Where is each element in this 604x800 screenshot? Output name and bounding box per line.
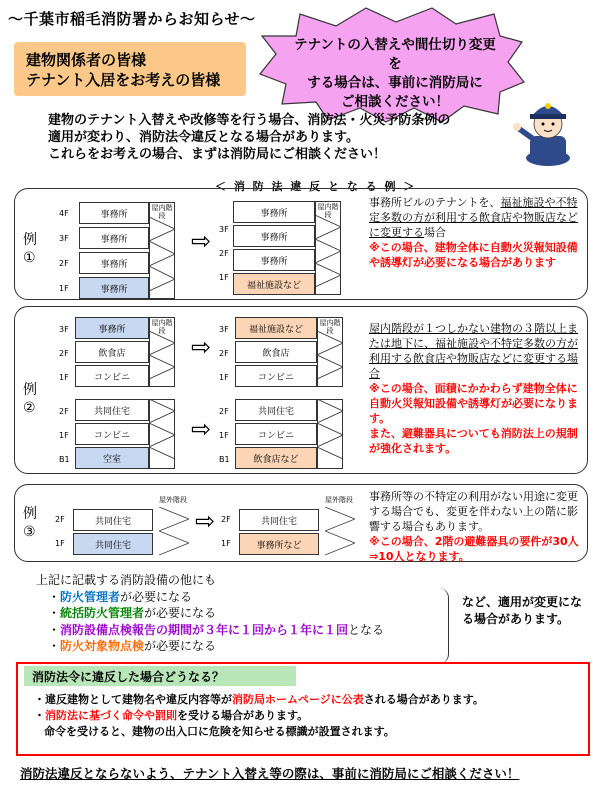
intro-line-1: 建物のテナント入替えや改修等を行う場合、消防法・火災予防条例の bbox=[48, 113, 451, 128]
stair-zigzag bbox=[317, 331, 343, 387]
floor-label: 1F bbox=[221, 539, 231, 548]
example-2-before-bottom bbox=[59, 395, 189, 467]
violation-bullet-3: 命令を受けると、建物の出入口に危険を知らせる標識が設置されます。 bbox=[44, 725, 395, 738]
example-2-label bbox=[23, 381, 37, 417]
change-arrow-icon: ⇨ bbox=[195, 507, 216, 535]
floor-use: 事務所 bbox=[79, 252, 149, 274]
floor-use: 事務所 bbox=[79, 227, 149, 249]
additional-requirements bbox=[36, 572, 384, 655]
stair-label: 屋外階段 bbox=[159, 496, 187, 504]
floor-label: 1F bbox=[59, 431, 69, 440]
speech-line-2: する場合は、事前に消防局に bbox=[307, 75, 483, 91]
audience-line-1: 建物関係者の皆様 bbox=[26, 51, 147, 69]
desc-warning: ※この場合、面積にかかわらず建物全体に自動火災報知設備や誘導灯が必要になります。 bbox=[369, 382, 578, 425]
example-2-label-text: 例 bbox=[23, 382, 37, 398]
example-3-number: ③ bbox=[23, 524, 36, 540]
floor-label: 3F bbox=[59, 325, 69, 334]
violation-heading: 消防法令に違反した場合どうなる？ bbox=[24, 666, 296, 686]
floor-label: 1F bbox=[219, 273, 229, 282]
floor-use: コンビニ bbox=[235, 365, 317, 387]
example-3-after-building bbox=[221, 495, 371, 555]
floor-use: コンビニ bbox=[75, 365, 149, 387]
desc-warning: ※この場合、2階の避難器具の要件が30人⇒10人となります。 bbox=[369, 535, 579, 563]
example-2-after-top bbox=[219, 313, 355, 385]
floor-label: 1F bbox=[55, 539, 65, 548]
list-text: が必要になる bbox=[144, 606, 217, 620]
list-brace bbox=[438, 588, 449, 664]
desc-text: 場合 bbox=[424, 226, 446, 239]
example-1-number: ① bbox=[23, 250, 36, 266]
bullet-highlight: 消防局ホームページに公表 bbox=[232, 693, 364, 706]
floor-use: 空室 bbox=[75, 447, 149, 469]
list-item: ・統括防火管理者が必要になる bbox=[48, 606, 217, 620]
violation-box bbox=[16, 662, 590, 756]
violation-bullet-2 bbox=[34, 708, 484, 724]
stair-zigzag bbox=[149, 331, 175, 387]
list-item: ・防火対象物点検が必要になる bbox=[48, 639, 217, 653]
footer-message: 消防法違反とならないよう、テナント入替え等の際は、事前に消防局にご相談ください！ bbox=[20, 766, 520, 781]
example-3-label-text: 例 bbox=[23, 506, 37, 522]
floor-label: 1F bbox=[219, 373, 229, 382]
stair-zigzag bbox=[315, 215, 341, 295]
floor-use: 福祉施設など bbox=[235, 317, 317, 339]
example-1-label-text: 例 bbox=[23, 232, 37, 248]
speech-line-1: テナントの入替えや間仕切り変更を bbox=[294, 37, 496, 72]
desc-underlined: 福祉施設や不特定多数の方が利用する飲食店や物販店などに変更する bbox=[369, 196, 578, 239]
floor-label: B1 bbox=[219, 455, 230, 464]
floor-label: 2F bbox=[59, 407, 69, 416]
floor-use: コンビニ bbox=[235, 423, 317, 445]
floor-use: 共同住宅 bbox=[75, 399, 149, 421]
floor-use: 事務所 bbox=[233, 201, 315, 223]
stair-zigzag bbox=[149, 399, 175, 469]
list-text: となる bbox=[348, 622, 385, 637]
example-1-panel bbox=[14, 188, 588, 300]
violation-body bbox=[34, 692, 484, 740]
audience-line-2: テナント入居をお考えの皆様 bbox=[26, 71, 221, 89]
example-1-label bbox=[23, 231, 37, 267]
intro-line-2: 適用が変わり、消防法令違反となる場合があります。 bbox=[48, 130, 359, 145]
desc-text: 事務所等の不特定の利用がない用途に変更する場合でも、変更を伴わない上の階に影響する場合もあります。 bbox=[369, 490, 578, 533]
floor-use: 飲食店 bbox=[75, 341, 149, 363]
floor-label: 2F bbox=[219, 249, 229, 258]
list-text: が必要になる bbox=[120, 589, 193, 604]
floor-label: 3F bbox=[219, 325, 229, 334]
example-3-panel bbox=[14, 484, 588, 562]
list-intro: 上記に記載する消防設備の他にも bbox=[36, 573, 217, 587]
example-1-after-building bbox=[219, 197, 349, 293]
list-highlight: 統括防火管理者 bbox=[60, 606, 145, 620]
example-2-panel bbox=[14, 306, 588, 474]
list-item: ・防火管理者が必要になる bbox=[48, 589, 193, 604]
intro-line-3: これらをお考えの場合、まずは消防局にご相談ください！ bbox=[48, 147, 387, 162]
examples-caption: ＜ 消 防 法 違 反 と な る 例 ＞ bbox=[215, 180, 417, 193]
desc-underlined: 屋内階段が１つしかない建物の３階以上または地下に、福祉施設や不特定多数の方が利用する飲食店や物販店などに変更する場合 bbox=[369, 322, 578, 380]
example-2-description bbox=[369, 321, 581, 456]
stair-zigzag bbox=[149, 217, 175, 299]
example-2-after-bottom bbox=[219, 395, 355, 467]
list-highlight: 防火管理者 bbox=[60, 589, 121, 604]
bullet-text: を受ける場合があります。 bbox=[177, 709, 309, 722]
desc-text: 事務所ビルのテナントを、 bbox=[369, 196, 501, 209]
floor-use: 事務所 bbox=[233, 225, 315, 247]
floor-use: コンビニ bbox=[75, 423, 149, 445]
bullet-highlight: 消防法に基づく命令や罰則 bbox=[45, 709, 177, 722]
floor-label: 4F bbox=[59, 209, 69, 218]
stair-label: 屋外階段 bbox=[325, 496, 353, 504]
example-3-description bbox=[369, 489, 581, 564]
floor-use: 事務所 bbox=[79, 277, 149, 299]
intro-text bbox=[48, 112, 488, 163]
change-arrow-icon: ⇨ bbox=[191, 415, 212, 443]
example-3-label bbox=[23, 505, 37, 541]
speech-text bbox=[290, 36, 500, 112]
bullet-text: ・違反建物として建物名や違反内容等が bbox=[34, 693, 232, 706]
floor-use: 事務所 bbox=[233, 249, 315, 271]
audience-box bbox=[14, 42, 246, 96]
bullet-text: される場合があります。 bbox=[363, 693, 484, 706]
floor-label: 2F bbox=[59, 349, 69, 358]
example-2-number: ② bbox=[23, 400, 36, 416]
speech-line-3: ご相談ください！ bbox=[341, 94, 449, 110]
floor-label: 3F bbox=[59, 234, 69, 243]
example-2-before-top bbox=[59, 313, 189, 385]
change-arrow-icon: ⇨ bbox=[191, 333, 212, 361]
floor-use: 共同住宅 bbox=[73, 509, 153, 531]
change-arrow-icon: ⇨ bbox=[191, 227, 212, 255]
stair-label: 屋内階段 bbox=[319, 319, 341, 335]
list-note: など、適用が変更になる場合があります。 bbox=[462, 595, 583, 626]
stair-label: 屋内階段 bbox=[317, 203, 339, 219]
page-title: ～千葉市稲毛消防署からお知らせ～ bbox=[8, 10, 256, 28]
floor-label: B1 bbox=[59, 455, 70, 464]
violation-bullet-1 bbox=[34, 692, 484, 708]
desc-warning: ※この場合、建物全体に自動火災報知設備や誘導灯が必要になる場合があります bbox=[369, 241, 578, 269]
floor-label: 2F bbox=[55, 515, 65, 524]
example-1-before-building bbox=[59, 197, 189, 293]
list-text: が必要になる bbox=[144, 639, 217, 653]
stair-zigzag bbox=[317, 399, 343, 469]
floor-label: 1F bbox=[219, 431, 229, 440]
list-highlight: 防火対象物点検 bbox=[60, 639, 145, 653]
floor-label: 2F bbox=[59, 259, 69, 268]
outdoor-stair-zigzag bbox=[159, 507, 189, 557]
floor-use: 共同住宅 bbox=[235, 399, 317, 421]
floor-label: 2F bbox=[221, 515, 231, 524]
floor-use: 事務所など bbox=[239, 533, 319, 555]
bullet-text: ・ bbox=[34, 709, 45, 722]
stair-label: 屋内階段 bbox=[151, 319, 173, 335]
floor-label: 3F bbox=[219, 225, 229, 234]
outdoor-stair-zigzag bbox=[325, 507, 355, 557]
list-highlight: 消防設備点検報告の期間が３年に１回から１年に１回 bbox=[60, 622, 349, 637]
desc-warning: また、避難器具についても消防法上の規制が強化されます。 bbox=[369, 427, 578, 455]
floor-use: 飲食店など bbox=[235, 447, 317, 469]
firefighter-mascot-icon bbox=[512, 92, 582, 166]
list-item: ・消防設備点検報告の期間が３年に１回から１年に１回となる bbox=[48, 622, 385, 637]
floor-use: 共同住宅 bbox=[239, 509, 319, 531]
floor-label: 2F bbox=[219, 349, 229, 358]
floor-label: 1F bbox=[59, 373, 69, 382]
example-3-before-building bbox=[55, 495, 195, 555]
stair-label: 屋内階段 bbox=[151, 204, 173, 220]
floor-use: 飲食店 bbox=[235, 341, 317, 363]
example-1-description bbox=[369, 195, 581, 270]
floor-use: 事務所 bbox=[75, 317, 149, 339]
floor-use: 共同住宅 bbox=[73, 533, 153, 555]
floor-use: 事務所 bbox=[79, 202, 149, 224]
floor-label: 2F bbox=[219, 407, 229, 416]
floor-use: 福祉施設など bbox=[233, 273, 315, 295]
floor-label: 1F bbox=[59, 284, 69, 293]
